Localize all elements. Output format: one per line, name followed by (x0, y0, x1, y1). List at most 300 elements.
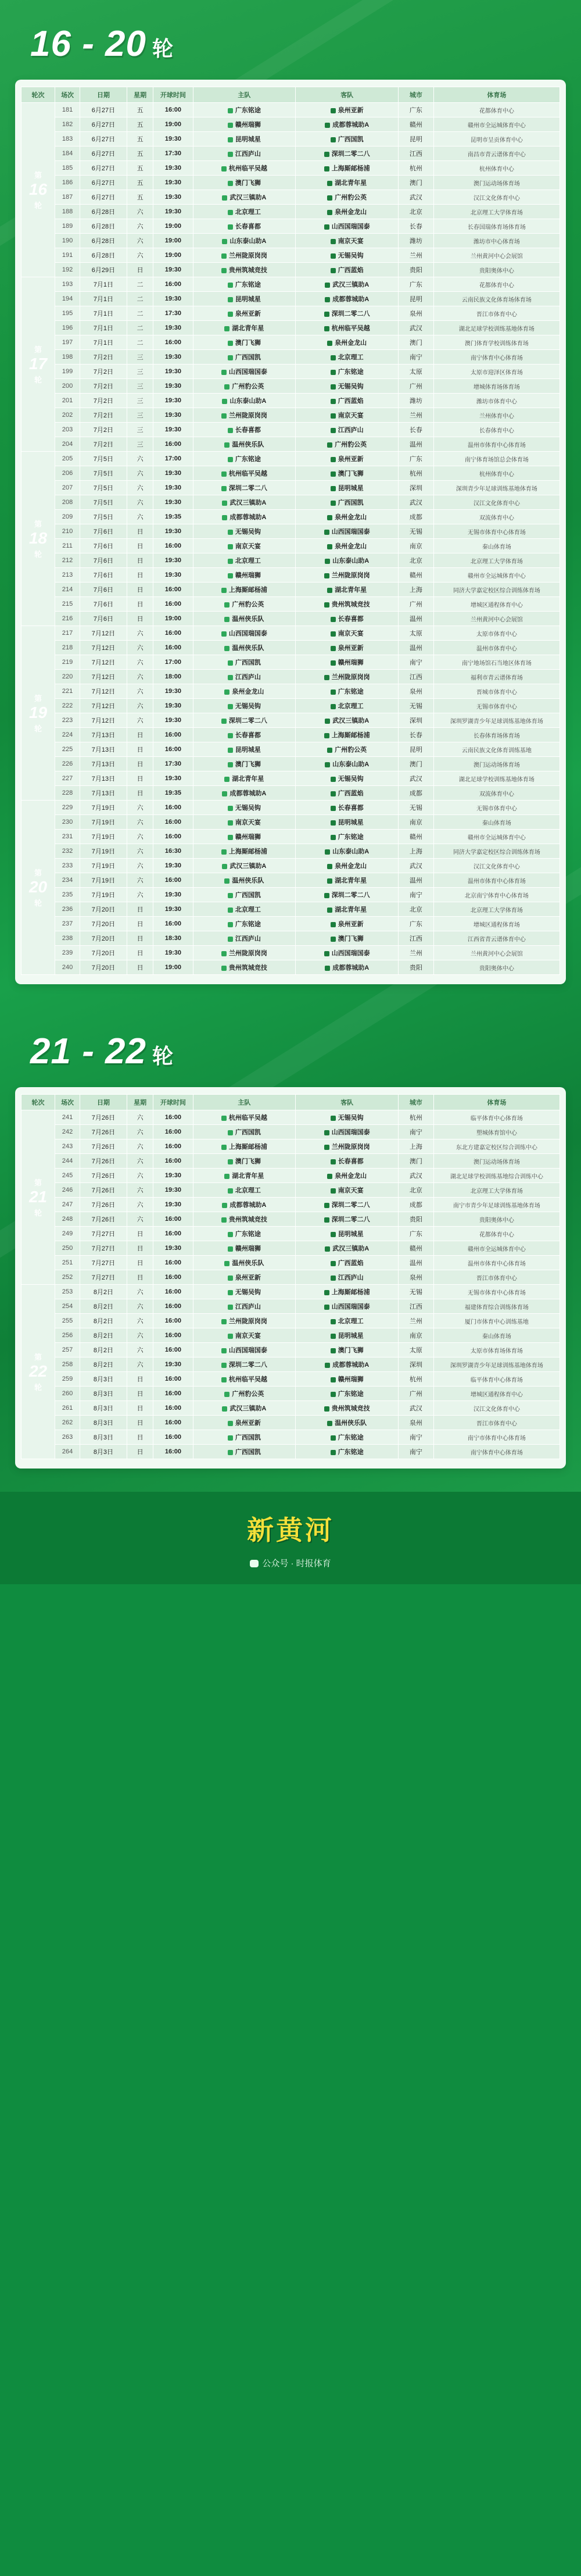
match-city: 温州 (399, 641, 434, 655)
team-color-chip (221, 719, 227, 724)
match-venue: 秦山体育场 (433, 815, 560, 830)
match-number: 203 (55, 423, 80, 437)
match-number: 197 (55, 335, 80, 350)
team-color-chip (331, 704, 336, 709)
team-color-chip (331, 471, 336, 477)
match-number: 231 (55, 830, 80, 844)
match-number: 221 (55, 684, 80, 699)
match-venue: 汉江文化体育中心 (433, 190, 560, 205)
home-team: 赣州瑞狮 (193, 830, 296, 844)
match-number: 250 (55, 1241, 80, 1256)
table-row (21, 1430, 560, 1445)
away-team: 成都蓉城助A (296, 960, 399, 975)
col-round: 轮次 (21, 87, 55, 103)
match-venue: 临平体育中心体育场 (433, 1110, 560, 1125)
match-weekday: 六 (127, 1299, 153, 1314)
home-team: 上海厮邮杨浦 (193, 1139, 296, 1154)
match-weekday: 六 (127, 641, 153, 655)
table-row (21, 161, 560, 176)
match-date: 7月26日 (80, 1139, 127, 1154)
table-row (21, 830, 560, 844)
section-title-1 (0, 0, 581, 80)
table-row (21, 1401, 560, 1416)
table-row (21, 1270, 560, 1285)
home-team: 无锡吴钩 (193, 801, 296, 815)
match-venue: 长春体育场体育场 (433, 728, 560, 742)
team-color-chip (221, 588, 227, 593)
away-team: 广西国凯 (296, 495, 399, 510)
away-team: 山东泰山助A (296, 844, 399, 859)
match-kickoff: 19:30 (153, 365, 193, 379)
home-team: 南京天宴 (193, 815, 296, 830)
match-weekday: 日 (127, 960, 153, 975)
team-color-chip (331, 1450, 336, 1455)
match-date: 7月5日 (80, 452, 127, 466)
match-date: 7月12日 (80, 699, 127, 713)
team-color-chip (224, 384, 229, 390)
match-city: 温州 (399, 873, 434, 888)
match-date: 6月28日 (80, 219, 127, 234)
team-color-chip (221, 1377, 227, 1382)
match-venue: 兰州黄河中心会展馆 (433, 248, 560, 263)
footer-account (0, 1557, 581, 1569)
team-color-chip (327, 748, 332, 753)
team-color-chip (325, 297, 330, 302)
away-team: 无锡吴钩 (296, 379, 399, 394)
match-kickoff: 19:30 (153, 132, 193, 147)
match-kickoff: 19:00 (153, 960, 193, 975)
match-venue: 北京理工大学体育场 (433, 902, 560, 917)
match-kickoff: 19:30 (153, 713, 193, 728)
match-venue: 深圳罗湖青少年足球训练基地体育场 (433, 713, 560, 728)
team-color-chip (331, 617, 336, 622)
match-weekday: 六 (127, 815, 153, 830)
team-color-chip (228, 428, 233, 433)
team-color-chip (324, 602, 329, 608)
team-color-chip (228, 137, 233, 142)
match-weekday: 三 (127, 408, 153, 423)
match-weekday: 日 (127, 612, 153, 626)
match-date: 6月27日 (80, 147, 127, 161)
match-city: 武汉 (399, 1401, 434, 1416)
match-number: 210 (55, 524, 80, 539)
match-city: 深圳 (399, 481, 434, 495)
team-color-chip (331, 108, 336, 113)
match-venue: 福利市青云谱体育场 (433, 670, 560, 684)
match-city: 昆明 (399, 742, 434, 757)
match-date: 7月13日 (80, 757, 127, 771)
match-number: 242 (55, 1125, 80, 1139)
match-kickoff: 16:00 (153, 1154, 193, 1169)
table-row (21, 335, 560, 350)
match-kickoff: 16:00 (153, 1299, 193, 1314)
table-row (21, 1343, 560, 1357)
match-number: 223 (55, 713, 80, 728)
match-number: 183 (55, 132, 80, 147)
away-team: 北京理工 (296, 699, 399, 713)
match-city: 北京 (399, 205, 434, 219)
match-weekday: 三 (127, 437, 153, 452)
home-team: 无锡吴钩 (193, 524, 296, 539)
match-date: 6月28日 (80, 234, 127, 248)
team-color-chip (327, 588, 332, 593)
match-weekday: 三 (127, 365, 153, 379)
match-city: 泉州 (399, 306, 434, 321)
away-team: 兰州陇原岗岗 (296, 568, 399, 583)
match-kickoff: 16:00 (153, 801, 193, 815)
match-weekday: 日 (127, 902, 153, 917)
team-color-chip (228, 355, 233, 360)
col-match-no: 场次 (55, 1095, 80, 1110)
away-team: 贵州筑城竞技 (296, 597, 399, 612)
match-kickoff: 16:00 (153, 1416, 193, 1430)
match-weekday: 六 (127, 1357, 153, 1372)
team-color-chip (324, 893, 329, 898)
match-weekday: 六 (127, 1343, 153, 1357)
home-team: 深圳二零二八 (193, 1357, 296, 1372)
match-date: 7月19日 (80, 830, 127, 844)
away-team: 泉州金龙山 (296, 205, 399, 219)
match-date: 7月19日 (80, 859, 127, 873)
home-team: 广西国凯 (193, 888, 296, 902)
match-city: 广东 (399, 1227, 434, 1241)
team-color-chip (324, 326, 329, 331)
match-number: 257 (55, 1343, 80, 1357)
match-venue: 北京理工大学体育场 (433, 205, 560, 219)
table-header-row (21, 87, 560, 103)
match-venue: 杭州体育中心 (433, 466, 560, 481)
match-kickoff: 19:30 (153, 408, 193, 423)
match-date: 7月27日 (80, 1227, 127, 1241)
team-color-chip (324, 530, 329, 535)
home-team: 温州侠乐队 (193, 437, 296, 452)
match-number: 201 (55, 394, 80, 408)
match-venue: 晋江市体育中心 (433, 1416, 560, 1430)
match-venue: 北京理工大学体育场 (433, 553, 560, 568)
team-color-chip (325, 123, 330, 128)
away-team: 深圳二零二八 (296, 1212, 399, 1227)
match-number: 252 (55, 1270, 80, 1285)
match-kickoff: 16:00 (153, 1256, 193, 1270)
match-weekday: 六 (127, 452, 153, 466)
match-venue: 同济大学嘉定校区综合训练体育场 (433, 844, 560, 859)
table-row (21, 452, 560, 466)
team-color-chip (331, 937, 336, 942)
match-venue: 晋城市体育中心 (433, 684, 560, 699)
match-date: 7月6日 (80, 568, 127, 583)
home-team: 深圳二零二八 (193, 481, 296, 495)
match-city: 广东 (399, 452, 434, 466)
home-team: 长春喜都 (193, 728, 296, 742)
match-city: 赣州 (399, 117, 434, 132)
match-number: 208 (55, 495, 80, 510)
home-team: 北京理工 (193, 1183, 296, 1198)
away-team: 广西蓝焰 (296, 394, 399, 408)
match-date: 7月20日 (80, 931, 127, 946)
match-weekday: 六 (127, 859, 153, 873)
match-city: 无锡 (399, 699, 434, 713)
home-team: 广东铭途 (193, 1227, 296, 1241)
home-team: 深圳二零二八 (193, 713, 296, 728)
match-kickoff: 19:30 (153, 466, 193, 481)
table-row (21, 902, 560, 917)
team-color-chip (228, 1159, 233, 1164)
match-venue: 北京理工大学体育场 (433, 1183, 560, 1198)
match-venue: 同济大学嘉定校区综合训练体育场 (433, 583, 560, 597)
away-team: 广西国凯 (296, 132, 399, 147)
match-kickoff: 16:00 (153, 597, 193, 612)
match-city: 兰州 (399, 408, 434, 423)
table-row (21, 176, 560, 190)
match-city: 赣州 (399, 830, 434, 844)
table-row (21, 1416, 560, 1430)
home-team: 广西国凯 (193, 1430, 296, 1445)
away-team: 南京天宴 (296, 626, 399, 641)
match-kickoff: 16:00 (153, 1227, 193, 1241)
team-color-chip (228, 1232, 233, 1237)
section-title-suffix-2: 轮 (152, 1044, 175, 1068)
match-weekday: 六 (127, 670, 153, 684)
table-row (21, 147, 560, 161)
team-color-chip (331, 660, 336, 666)
away-team: 湖北青年星 (296, 873, 399, 888)
match-number: 239 (55, 946, 80, 960)
match-weekday: 日 (127, 728, 153, 742)
table-row (21, 1372, 560, 1387)
match-number: 264 (55, 1445, 80, 1459)
home-team: 广西国凯 (193, 350, 296, 365)
match-city: 泉州 (399, 1270, 434, 1285)
match-venue: 汉江文化体育中心 (433, 1401, 560, 1416)
match-city: 成都 (399, 1198, 434, 1212)
match-number: 238 (55, 931, 80, 946)
match-city: 江西 (399, 931, 434, 946)
home-team: 广州豹公英 (193, 1387, 296, 1401)
match-venue: 南昌市青云谱体育中心 (433, 147, 560, 161)
match-kickoff: 19:35 (153, 510, 193, 524)
team-color-chip (324, 951, 329, 956)
match-date: 7月19日 (80, 801, 127, 815)
match-city: 武汉 (399, 771, 434, 786)
home-team: 温州侠乐队 (193, 641, 296, 655)
team-color-chip (228, 835, 233, 840)
match-weekday: 六 (127, 713, 153, 728)
team-color-chip (327, 341, 332, 346)
away-team: 上海厮邮杨浦 (296, 1285, 399, 1299)
home-team: 澳门飞狮 (193, 335, 296, 350)
home-team: 兰州陇原岗岗 (193, 1314, 296, 1328)
match-kickoff: 16:00 (153, 1343, 193, 1357)
table-row (21, 553, 560, 568)
team-color-chip (331, 1116, 336, 1121)
match-weekday: 日 (127, 568, 153, 583)
match-kickoff: 16:00 (153, 1328, 193, 1343)
match-venue: 潍坊市体育中心 (433, 394, 560, 408)
team-color-chip (224, 689, 229, 695)
away-team: 赣州瑞狮 (296, 655, 399, 670)
match-city: 广东 (399, 917, 434, 931)
match-kickoff: 19:30 (153, 684, 193, 699)
home-team: 泉州金龙山 (193, 684, 296, 699)
match-number: 193 (55, 277, 80, 292)
team-color-chip (228, 573, 233, 578)
table-row (21, 626, 560, 641)
match-number: 214 (55, 583, 80, 597)
away-team: 武汉三镇助A (296, 713, 399, 728)
home-team: 南京天宴 (193, 539, 296, 553)
match-number: 185 (55, 161, 80, 176)
away-team: 广东铭途 (296, 684, 399, 699)
team-color-chip (221, 631, 227, 637)
team-color-chip (324, 1305, 329, 1310)
match-city: 南宁 (399, 888, 434, 902)
match-venue: 温州市体育中心体育场 (433, 873, 560, 888)
table-row (21, 379, 560, 394)
match-venue: 温州市体育中心 (433, 641, 560, 655)
match-kickoff: 16:00 (153, 1372, 193, 1387)
match-kickoff: 19:30 (153, 379, 193, 394)
home-team: 山东泰山助A (193, 394, 296, 408)
match-number: 192 (55, 263, 80, 277)
table-row (21, 234, 560, 248)
match-venue: 双流体育中心 (433, 510, 560, 524)
match-kickoff: 17:00 (153, 452, 193, 466)
match-date: 7月13日 (80, 786, 127, 801)
match-city: 广东 (399, 277, 434, 292)
table-row (21, 1154, 560, 1169)
col-round: 轮次 (21, 1095, 55, 1110)
match-kickoff: 19:00 (153, 248, 193, 263)
match-city: 南京 (399, 815, 434, 830)
match-kickoff: 19:30 (153, 1183, 193, 1198)
match-city: 贵阳 (399, 263, 434, 277)
team-color-chip (224, 617, 229, 622)
match-venue: 双流体育中心 (433, 786, 560, 801)
col-date: 日期 (80, 1095, 127, 1110)
match-venue: 南宁体育中心体育场 (433, 350, 560, 365)
team-color-chip (224, 326, 229, 331)
match-date: 7月26日 (80, 1212, 127, 1227)
match-number: 245 (55, 1169, 80, 1183)
match-weekday: 六 (127, 1328, 153, 1343)
match-city: 太原 (399, 365, 434, 379)
match-venue: 无锡市体育中心 (433, 699, 560, 713)
match-city: 温州 (399, 437, 434, 452)
match-city: 成都 (399, 786, 434, 801)
team-color-chip (331, 806, 336, 811)
team-color-chip (331, 835, 336, 840)
match-kickoff: 16:00 (153, 1212, 193, 1227)
away-team: 澳门飞狮 (296, 466, 399, 481)
match-weekday: 日 (127, 1256, 153, 1270)
match-city: 澳门 (399, 757, 434, 771)
match-date: 7月27日 (80, 1256, 127, 1270)
match-weekday: 六 (127, 234, 153, 248)
match-date: 7月19日 (80, 873, 127, 888)
home-team: 兰州陇原岗岗 (193, 248, 296, 263)
match-number: 212 (55, 553, 80, 568)
table-row (21, 931, 560, 946)
match-number: 228 (55, 786, 80, 801)
team-color-chip (331, 646, 336, 651)
match-number: 251 (55, 1256, 80, 1270)
match-venue: 赣州市全运城体育中心 (433, 117, 560, 132)
away-team: 泉州金龙山 (296, 539, 399, 553)
match-kickoff: 16:00 (153, 641, 193, 655)
table-row (21, 1241, 560, 1256)
match-date: 7月12日 (80, 684, 127, 699)
table-row (21, 786, 560, 801)
match-kickoff: 16:00 (153, 728, 193, 742)
match-date: 7月5日 (80, 481, 127, 495)
away-team: 上海厮邮杨浦 (296, 728, 399, 742)
team-color-chip (228, 1435, 233, 1441)
match-venue: 厦门市体育中心训练基地 (433, 1314, 560, 1328)
match-city: 杭州 (399, 1372, 434, 1387)
home-team: 泉州亚新 (193, 1270, 296, 1285)
team-color-chip (228, 312, 233, 317)
match-kickoff: 16:00 (153, 1139, 193, 1154)
match-venue: 贵阳奥体中心 (433, 1212, 560, 1227)
match-kickoff: 16:00 (153, 1387, 193, 1401)
match-city: 杭州 (399, 161, 434, 176)
table-row (21, 408, 560, 423)
match-venue: 南宁体育中心体育场 (433, 1445, 560, 1459)
match-kickoff: 16:00 (153, 1110, 193, 1125)
team-color-chip (224, 1261, 229, 1266)
match-number: 241 (55, 1110, 80, 1125)
match-date: 7月1日 (80, 306, 127, 321)
team-color-chip (224, 777, 229, 782)
table-row (21, 495, 560, 510)
match-date: 7月2日 (80, 423, 127, 437)
match-number: 186 (55, 176, 80, 190)
match-kickoff: 19:30 (153, 263, 193, 277)
match-venue: 塑城体育馆中心 (433, 1125, 560, 1139)
team-color-chip (222, 864, 227, 869)
match-date: 7月26日 (80, 1198, 127, 1212)
team-color-chip (325, 559, 330, 564)
match-city: 北京 (399, 902, 434, 917)
away-team: 澳门飞狮 (296, 1343, 399, 1357)
home-team: 泉州亚新 (193, 1416, 296, 1430)
table-row (21, 1314, 560, 1328)
match-venue: 花都体育中心 (433, 103, 560, 117)
team-color-chip (331, 1435, 336, 1441)
section-title-suffix-1: 轮 (152, 37, 175, 60)
match-venue: 贵阳奥体中心 (433, 263, 560, 277)
team-color-chip (331, 370, 336, 375)
match-venue: 南宁市青少年足球训练基地体育场 (433, 1198, 560, 1212)
match-kickoff: 18:00 (153, 670, 193, 684)
match-city: 长春 (399, 219, 434, 234)
away-team: 武汉三镇助A (296, 277, 399, 292)
table-row (21, 1139, 560, 1154)
match-number: 260 (55, 1387, 80, 1401)
team-color-chip (228, 704, 233, 709)
home-team: 兰州陇原岗岗 (193, 946, 296, 960)
away-team: 广东铭途 (296, 365, 399, 379)
match-kickoff: 16:00 (153, 873, 193, 888)
team-color-chip (331, 428, 336, 433)
match-city: 兰州 (399, 248, 434, 263)
match-date: 6月27日 (80, 176, 127, 190)
match-kickoff: 19:30 (153, 350, 193, 365)
match-kickoff: 16:00 (153, 1401, 193, 1416)
match-venue: 贵阳奥体中心 (433, 960, 560, 975)
away-team: 泉州金龙山 (296, 859, 399, 873)
team-color-chip (228, 297, 233, 302)
